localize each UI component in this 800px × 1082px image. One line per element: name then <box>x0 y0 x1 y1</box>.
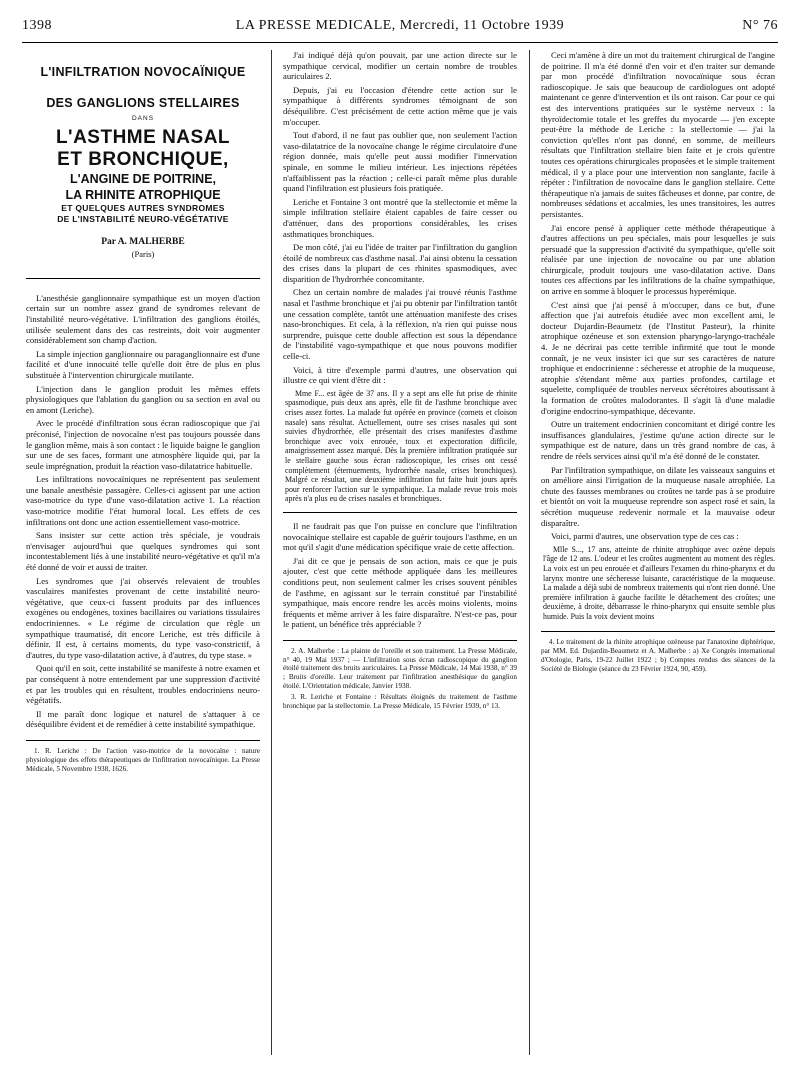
title-line: LA RHINITE ATROPHIQUE <box>65 187 221 202</box>
footnote-rule <box>541 631 775 632</box>
title-separator <box>26 278 260 279</box>
footnote: 4. Le traitement de la rhinite atrophique ozéneuse par l'anatoxine diphtérique, par MM. Ed. Dujardin-Beaumetz et A. Malherbe : a) Xe Congrès international d'Otologie, Paris, 19-22 Juillet 1922 ; b) Comptes rendus des séances de la Société de Biologie (séance du 23 Février 1924, 90, 459). <box>541 638 775 673</box>
paragraph: Il me paraît donc logique et naturel de s'attaquer à ce déséquilibre évident et de remédier à cette instabilité sympathique. <box>26 708 260 730</box>
footnote-rule <box>283 640 517 641</box>
issue-number: N° 76 <box>742 18 778 33</box>
column-divider <box>529 50 530 1055</box>
paragraph: Les syndromes que j'ai observés relevaient de troubles vasculaires manifestes provenant de cette instabilité neuro-végétative, que ceux-ci fussent produits par des influences exogènes ou endogènes, toxines bacillaires ou variations tissulaires endocriniennes. « Le régime de circulation que règle un sympathique traumatisé, dit encore Leriche, est très difficile à définir. Il est, à certains moments, du type vaso-constrictif, à d'autres, du type vaso-dilatation active, à d'autres, du type stase. » <box>26 575 260 660</box>
footnote-rule <box>26 740 260 741</box>
paragraph: De mon côté, j'ai eu l'idée de traiter par l'infiltration du ganglion étoilé de nombreux cas d'asthme nasal. J'ai ainsi obtenu la cessation des crises dans la plupart de ces rhinites spasmodiques, avec disparition de l'hydrorrhée concomitante. <box>283 242 517 284</box>
paragraph: Voici, parmi d'autres, une observation type de ces cas : <box>551 531 739 542</box>
paragraph: Depuis, j'ai eu l'occasion d'étendre cette action sur le sympathique à différents syndromes témoignant de son déséquilibre. C'est précisément de cette action même que je vais m'occuper. <box>283 84 517 127</box>
title-dans: DANS <box>131 115 155 122</box>
title-line: ET QUELQUES AUTRES SYNDROMES <box>61 202 225 213</box>
header-rule <box>22 42 778 43</box>
author: Par A. MALHERBE <box>101 236 185 247</box>
column-divider <box>271 50 272 1055</box>
paragraph: Sans insister sur cette action très spéciale, je voudrais n'envisager aujourd'hui que quelques syndromes qui sont incontestablement liés à une instabilité neuro-végétative et qu'il m'a été donné de voir et aussi de traiter. <box>26 530 260 573</box>
paragraph: Ceci m'amène à dire un mot du traitement chirurgical de l'angine de poitrine. Il m'a été donné d'en voir et d'en traiter sur demande par mon procédé d'infiltration novocaïnique sous écran radioscopique. Je sais que beaucoup de cardiologues ont adopté maintenant ce genre d'intervention et ils ont raison. Car pour ce qui est des interventions pratiquées sur le système nerveux : la thyroïdectomie totale et les greffes du myocarde — j'en excepte peut-être la méthode de Leriche : la stellectomie — j'ai la conviction qu'elles n'ont pas donné, en somme, de meilleurs résultats que l'infiltration stellaire bien faite et je crois qu'entre toutes ces opérations chirurgicales proposées et le simple traitement médical, il y a place pour une intervention non sanglante, facile à répéter : l'infiltration de novocaïne dans le ganglion stellaire. Cette thérapeutique n'a jamais de suites fâcheuses et donne, par contre, de nombreuses sédations et accalmies, les unes transitoires, les autres persistantes. <box>541 50 775 219</box>
title-line: L'INFILTRATION NOVOCAÏNIQUE <box>40 65 246 79</box>
paragraph: Il ne faudrait pas que l'on puisse en conclure que l'infiltration novocaïnique stellaire est capable de guérir toujours l'asthme, en un mot qu'il s'agit d'une médication spécifique vraie de cette affection. <box>283 520 517 553</box>
journal-title: LA PRESSE MEDICALE, Mercredi, 11 Octobre 1939 <box>235 18 565 33</box>
paragraph: Tout d'abord, il ne faut pas oublier que, non seulement l'action vaso-dilatatrice de la novocaïne change le régime circulatoire d'une région donnée, mais qu'elle peut aussi modifier l'innervation spinale, en somme le milieu intérieur. Les injections répétées n'affaiblissent pas la réaction ; celle-ci paraît même plus durable quand l'infiltration est plusieurs fois pratiquée. <box>283 130 517 194</box>
column-1 <box>26 50 260 775</box>
title-line: DES GANGLIONS STELLAIRES <box>46 96 240 110</box>
page-header <box>22 18 778 40</box>
paragraph: Chez un certain nombre de malades j'ai trouvé réunis l'asthme nasal et l'asthme bronchique et j'ai pu obtenir par l'infiltration tantôt une cessation complète, tantôt une atténuation manifeste des crises naso-bronchiques. Et cela, à la réflexion, n'a rien qui puisse nous surprendre, puisque cette double affection est sous la dépendance de l'instabilité vago-sympathique et que nous pouvons modifier celle-ci. <box>283 287 517 362</box>
separator <box>283 512 517 513</box>
paragraph: Quoi qu'il en soit, cette instabilité se manifeste à notre examen et par conséquent à notre entendement par une suppression d'activité et par les troubles qui en résultent, troubles endocriniens neuro-végétatifs. <box>26 663 260 706</box>
paragraph: Leriche et Fontaine 3 ont montré que la stellectomie et même la simple infiltration stellaire étaient capables de faire cesser ou d'atténuer, dans des proportions considérables, les crises asthmatiques bronchiques. <box>283 196 517 239</box>
column-3 <box>541 50 775 676</box>
paragraph: J'ai indiqué déjà qu'on pouvait, par une action directe sur le sympathique cervical, modifier un certain nombre de troubles auriculaires 2. <box>283 50 517 82</box>
observation: Mlle S..., 17 ans, atteinte de rhinite atrophique avec ozène depuis l'âge de 12 ans. L'odeur et les croûtes augmentent au moment des règles. La voix est un peu enrouée et d'ailleurs l'examen du rhino-pharynx et du larynx montre une sécheresse luisante, caractéristique de la muqueuse. La malade a déjà subi de nombreux traitements qui n'ont rien donné. Une première infiltration à gauche facilite le détachement des croûtes; une deuxième, à droite, débarrasse le rhino-pharynx qui ensuite semble plus humide. Puis la voix devient moins <box>543 544 775 621</box>
paragraph: L'anesthésie ganglionnaire sympathique est un moyen d'action certain sur un nombre assez grand de syndromes relevant de l'instabilité neuro-végétative. L'infiltration des ganglions étoilés, utilisée seulement dans des cas restreints, doit voir augmenter considérablement son champ d'action. <box>26 292 260 346</box>
paragraph: Voici, à titre d'exemple parmi d'autres, une observation qui illustre ce qui vient d'être dit : <box>283 364 517 386</box>
title-line: L'ANGINE DE POITRINE, <box>69 171 217 186</box>
author-city: (Paris) <box>131 249 155 260</box>
footnote: 2. A. Malherbe : La plainte de l'oreille et son traitement. La Presse Médicale, n° 40, 19 Mai 1937 ; — L'infiltration sous écran radioscopique du ganglion étoilé traitement des bruits auriculaires. La Presse Médicale, 14 Mai 1938, n° 39 ; Bruits d'oreille. Leur traitement par l'infiltration anesthésique du ganglion étoilé. L'Orientation médicale, Janvier 1938. <box>283 646 517 691</box>
title-line: DE L'INSTABILITÉ NEURO-VÉGÉTATIVE <box>57 213 229 224</box>
paragraph: L'injection dans le ganglion produit les mêmes effets physiologiques que l'ablation du ganglion ou sa section en aval ou en amont (Leriche). <box>26 383 260 415</box>
paragraph: C'est ainsi que j'ai pensé à m'occuper, dans ce but, d'une affection que j'ai autrefois étudiée avec mon excellent ami, le docteur Dujardin-Beaumetz (de l'Institut Pasteur), la rhinite atrophique ozéneuse et son extension pharyngo-laryngo-trachéale 4. Je ne décrirai pas cette terrible infirmité que tout le monde connaît, je ne veux insister ici que sur ses caractères de nature trophique et endocrinienne : sécheresse et atrophie de la muqueuse, atrophie s'étendant même aux parties profondes, cartilage et squelette, compliquée de troubles nerveux sécrétoires aboutissant à la formation de croûtes malodorantes. Il s'agit là d'une maladie d'origine endocrino-sympathique, décevante. <box>541 299 775 416</box>
paragraph: La simple injection ganglionnaire ou paraganglionnaire est d'une facilité et d'une innocuité telle qu'elle doit être de plus en plus substituée à l'intervention chirurgicale mutilante. <box>26 348 260 380</box>
title-main: L'ASTHME NASAL <box>55 126 231 148</box>
paragraph: J'ai encore pensé à appliquer cette méthode thérapeutique à d'autres affections un peu spéciales, mais pour lesquelles je suis persuadé que la suppression d'activité du sympathique, qu'elle soit réalisée par une injection de novocaïne ou par une ablation chirurgicale, produit toujours une vaso-dilatation active. Dans toutes ces affections par les infiltrations de la chaîne sympathique, on arrive en somme à bloquer le processus hyperémique. <box>541 222 775 297</box>
footnote: 3. R. Leriche et Fontaine : Résultats éloignés du traitement de l'asthme bronchique par la stellectomie. La Presse Médicale, 15 Février 1939, n° 13. <box>283 692 517 710</box>
paragraph: Avec le procédé d'infiltration sous écran radioscopique que j'ai préconisé, l'injection de novocaïne n'est pas toujours poussée dans le ganglion même, mais à son contact : le liquide baigne le ganglion sur une de ses faces, formant une atmosphère liquide qui, par la seule imprégnation, produit la réaction vaso-dilatatrice habituelle. <box>26 418 260 471</box>
title-main: ET BRONCHIQUE, <box>57 148 229 170</box>
page-number: 1398 <box>22 18 52 33</box>
observation: Mme F... est âgée de 37 ans. Il y a sept ans elle fut prise de rhinite spasmodique, puis deux ans après, elle fit de l'asthme bronchique avec crises assez fortes. La malade fut opérée en province (cornets et cloison nasale) sans résultat. Actuellement, outre ses crises nasales qui sont suivies d'hydrorrhée, elle présentait des crises manifestes d'asthme bronchique avec voix enrouée, toux et expectoration difficile, amaigrissement assez marqué. Dès la première infiltration pratiquée sur le stellaire gauche sous écran radioscopique, les crises ont cessé complètement (éternuements, hydrorrhée nasale, crises bronchiques). Malgré ce résultat, une deuxième infiltration fut faite huit jours après pour renforcer l'action sur le sympathique. La malade revue trois mois après n'a plus eu de crises nasales et bronchiques. <box>285 388 517 504</box>
paragraph: Les infiltrations novocaïniques ne représentent pas seulement une banale anesthésie passagère. Celles-ci agissent par une action vaso-motrice du type d'une vaso-dilatation active 1. La réaction vaso-motrice modifie l'état humoral local. Les effets de ces infiltrations ont donc une action essentiellement vaso-motrice. <box>26 474 260 527</box>
column-2 <box>283 50 517 712</box>
paragraph: Par l'infiltration sympathique, on dilate les vaisseaux sanguins et on améliore ainsi l'irrigation de la muqueuse nasale atrophiée. La chute des fausses membranes ou croûtes ne tarde pas à se produire et bientôt on voit la muqueuse reprendre son aspect rosé et sain, la sécrétion muqueuse redevenir normale et la mauvaise odeur disparaître. <box>541 464 775 528</box>
footnote: 1. R. Leriche : De l'action vaso-motrice de la novocaïne : nature physiologique des effets thérapeutiques de l'infiltration novocaïnique. La Presse Médicale, 5 Novembre 1938, 1626. <box>26 746 260 773</box>
paragraph: J'ai dit ce que je pensais de son action, mais ce que je puis ajouter, c'est que cette méthode appliquée dans les meilleures conditions peut, non seulement calmer les crises souvent pénibles de l'asthme, en agissant sur le terrain constitué par l'instabilité sympathique, mais encore rendre les accès moins violents, moins fréquents et même arriver à les faire disparaître. N'est-ce pas, pour le patient, un bénéfice très appréciable ? <box>283 555 517 630</box>
paragraph: Outre un traitement endocrinien concomitant et dirigé contre les insuffisances glandulaires, j'estime qu'une action directe sur le sympathique est de nature, dans un très grand nombre de cas, à rendre de réels services ainsi qu'il m'a été donné de le constater. <box>541 419 775 461</box>
